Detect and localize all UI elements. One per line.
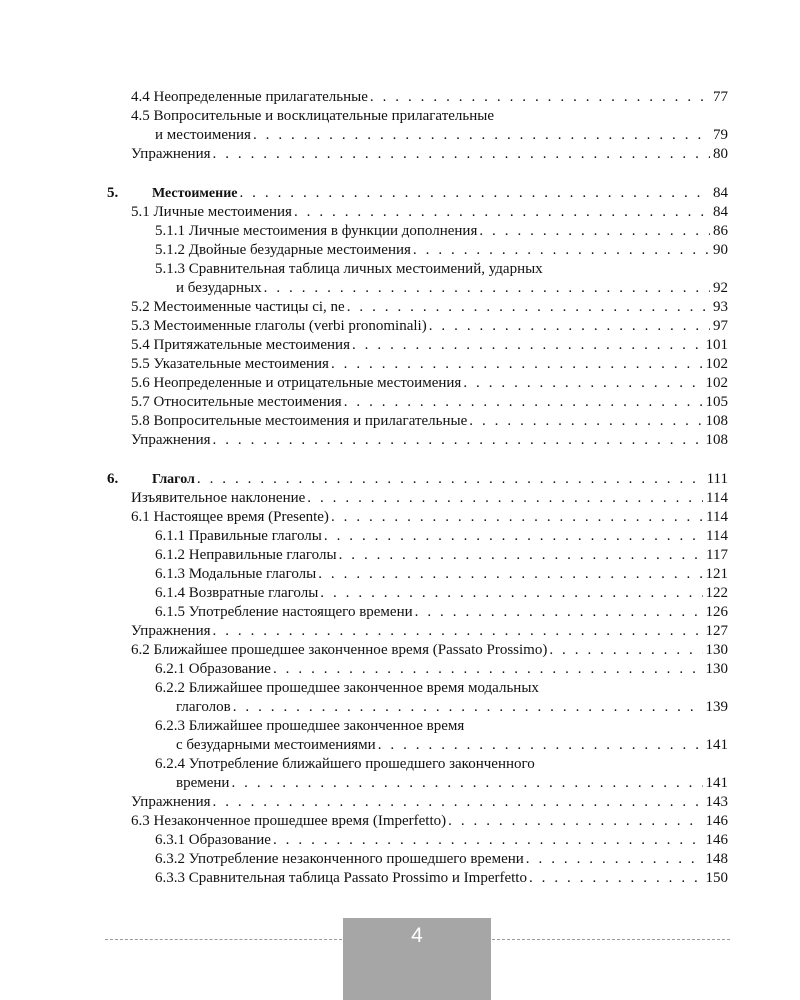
toc-entry-6-3-2 [155, 850, 728, 869]
toc-entry-page: 141 [705, 775, 728, 791]
dot-leader [239, 184, 710, 203]
dot-leader [233, 698, 703, 717]
toc-entry-title: 4.4 Неопределенные прилагательные [131, 89, 368, 105]
toc-entry-page: 117 [706, 547, 728, 563]
toc-entry-4-5-line1: 4.5 Вопросительные и восклицательные прилагательные [131, 108, 495, 124]
toc-entry-6-2-2-line1: 6.2.2 Ближайшее прошедшее законченное время модальных [155, 680, 539, 696]
toc-entry-page: 146 [705, 813, 728, 829]
toc-entry-exercises-5 [131, 431, 728, 450]
toc-entry-exercises-6-1 [131, 622, 728, 641]
toc-entry-page: 86 [713, 223, 728, 239]
toc-entry-title: глаголов [176, 699, 231, 715]
toc-entry-5-8 [131, 412, 728, 431]
toc-entry-page: 108 [705, 432, 728, 448]
toc-entry-6-3-1 [155, 831, 728, 850]
toc-entry-6-1-3 [155, 565, 728, 584]
toc-entry-6-1 [131, 508, 728, 527]
toc-entry-5-7 [131, 393, 728, 412]
toc-entry-title: Упражнения [131, 623, 211, 639]
toc-entry-page: 130 [705, 642, 728, 658]
toc-entry-title: 6.2 Ближайшее прошедшее законченное время (Passato Prossimo) [131, 642, 548, 658]
toc-entry-5-1-3 [176, 279, 728, 298]
dot-leader [352, 336, 703, 355]
dot-leader [479, 222, 710, 241]
toc-entry-title: 6.2.1 Образование [155, 661, 271, 677]
dot-leader [294, 203, 710, 222]
toc-entry-page: 111 [706, 471, 728, 487]
chapter-title: Глагол [152, 472, 195, 487]
dot-leader [331, 508, 703, 527]
toc-entry-title: 5.8 Вопросительные местоимения и прилагательные [131, 413, 468, 429]
dot-leader [307, 489, 703, 508]
toc-entry-5-1 [131, 203, 728, 222]
toc-entry-page: 139 [705, 699, 728, 715]
toc-entry-page: 146 [705, 832, 728, 848]
chapter-5-number: 5. [107, 185, 119, 201]
dot-leader [429, 317, 710, 336]
dot-leader [318, 565, 702, 584]
dot-leader [213, 145, 711, 164]
dot-leader [213, 431, 703, 450]
toc-entry-6-2-4 [176, 774, 728, 793]
dot-leader [463, 374, 702, 393]
dot-leader [273, 660, 703, 679]
toc-entry-page: 79 [713, 127, 728, 143]
chapter-6-number: 6. [107, 471, 119, 487]
toc-entry-page: 93 [713, 299, 728, 315]
toc-entry-page: 148 [705, 851, 728, 867]
toc-entry-indicative [131, 489, 728, 508]
dot-leader [526, 850, 703, 869]
toc-chapter-5 [152, 184, 728, 203]
dot-leader [273, 831, 703, 850]
toc-entry-page: 143 [705, 794, 728, 810]
toc-entry-title: 6.1.2 Неправильные глаголы [155, 547, 337, 563]
dot-leader [231, 774, 702, 793]
dot-leader [213, 622, 703, 641]
dot-leader [347, 298, 710, 317]
dot-leader [324, 527, 703, 546]
toc-entry-6-2-2 [176, 698, 728, 717]
footer-dashed-rule-left [105, 939, 342, 940]
toc-entry-page: 150 [705, 870, 728, 886]
toc-entry-title: 6.3.1 Образование [155, 832, 271, 848]
dot-leader [339, 546, 703, 565]
dot-leader [549, 641, 702, 660]
toc-entry-page: 102 [705, 375, 728, 391]
toc-entry-5-1-1 [155, 222, 728, 241]
toc-entry-title: 5.6 Неопределенные и отрицательные местоимения [131, 375, 462, 391]
toc-entry-page: 101 [705, 337, 728, 353]
toc-entry-title: 6.3.3 Сравнительная таблица Passato Prossimo и Imperfetto [155, 870, 527, 886]
toc-entry-title: 6.1 Настоящее время (Presente) [131, 509, 329, 525]
dot-leader [415, 603, 703, 622]
toc-entry-6-1-1 [155, 527, 728, 546]
toc-entry-title: Упражнения [131, 432, 211, 448]
toc-entry-6-1-5 [155, 603, 728, 622]
toc-entry-title: с безударными местоимениями [176, 737, 376, 753]
toc-entry-5-2 [131, 298, 728, 317]
dot-leader [529, 869, 703, 888]
toc-entry-6-1-4 [155, 584, 728, 603]
dot-leader [344, 393, 703, 412]
toc-entry-title: и безударных [176, 280, 262, 296]
toc-entry-page: 121 [705, 566, 728, 582]
toc-entry-title: 6.3.2 Употребление незаконченного прошедшего времени [155, 851, 524, 867]
dot-leader [378, 736, 703, 755]
dot-leader [197, 470, 704, 489]
toc-entry-exercises-4 [131, 145, 728, 164]
toc-entry-5-1-2 [155, 241, 728, 260]
footer-dashed-rule-right [492, 939, 730, 940]
dot-leader [448, 812, 702, 831]
toc-entry-page: 126 [705, 604, 728, 620]
toc-entry-title: 5.1.1 Личные местоимения в функции дополнения [155, 223, 478, 239]
toc-entry-title: 6.1.1 Правильные глаголы [155, 528, 322, 544]
dot-leader [413, 241, 710, 260]
toc-entry-5-5 [131, 355, 728, 374]
toc-chapter-6 [152, 470, 728, 489]
toc-entry-6-2-4-line1: 6.2.4 Употребление ближайшего прошедшего законченного [155, 756, 535, 772]
toc-entry-title: Упражнения [131, 146, 211, 162]
toc-entry-title: 6.1.4 Возвратные глаголы [155, 585, 319, 601]
toc-entry-6-2 [131, 641, 728, 660]
toc-entry-title: 6.1.3 Модальные глаголы [155, 566, 317, 582]
toc-entry-6-3-3 [155, 869, 728, 888]
toc-entry-6-2-3-line1: 6.2.3 Ближайшее прошедшее законченное время [155, 718, 465, 734]
toc-entry-6-2-1 [155, 660, 728, 679]
toc-entry-4-5 [155, 126, 728, 145]
toc-entry-exercises-6-2 [131, 793, 728, 812]
toc-entry-page: 80 [713, 146, 728, 162]
toc-entry-title: времени [176, 775, 230, 791]
toc-entry-4-4 [131, 88, 728, 107]
dot-leader [331, 355, 703, 374]
toc-entry-page: 114 [706, 509, 728, 525]
toc-entry-page: 108 [705, 413, 728, 429]
toc-entry-6-2-3 [176, 736, 728, 755]
toc-entry-page: 105 [705, 394, 728, 410]
toc-entry-page: 114 [706, 528, 728, 544]
toc-entry-5-3 [131, 317, 728, 336]
chapter-title: Местоимение [152, 186, 238, 201]
dot-leader [253, 126, 710, 145]
dot-leader [469, 412, 702, 431]
toc-entry-5-4 [131, 336, 728, 355]
toc-entry-page: 84 [713, 185, 728, 201]
dot-leader [213, 793, 703, 812]
toc-entry-title: 5.1 Личные местоимения [131, 204, 292, 220]
toc-entry-page: 102 [705, 356, 728, 372]
toc-entry-title: Изъявительное наклонение [131, 490, 306, 506]
toc-entry-page: 97 [713, 318, 728, 334]
toc-entry-page: 90 [713, 242, 728, 258]
toc-entry-page: 127 [705, 623, 728, 639]
toc-entry-title: 5.3 Местоименные глаголы (verbi pronominali) [131, 318, 427, 334]
toc-entry-5-1-3-line1: 5.1.3 Сравнительная таблица личных местоимений, ударных [155, 261, 543, 277]
toc-entry-title: и местоимения [155, 127, 251, 143]
toc-entry-title: 5.5 Указательные местоимения [131, 356, 329, 372]
toc-entry-title: 6.3 Незаконченное прошедшее время (Imperfetto) [131, 813, 447, 829]
toc-entry-page: 130 [705, 661, 728, 677]
toc-entry-6-1-2 [155, 546, 728, 565]
toc-entry-title: 5.4 Притяжательные местоимения [131, 337, 350, 353]
toc-entry-5-6 [131, 374, 728, 393]
toc-entry-page: 122 [705, 585, 728, 601]
toc-entry-page: 114 [706, 490, 728, 506]
toc-entry-title: 5.7 Относительные местоимения [131, 394, 342, 410]
toc-entry-page: 92 [713, 280, 728, 296]
toc-entry-title: Упражнения [131, 794, 211, 810]
dot-leader [320, 584, 702, 603]
toc-entry-page: 84 [713, 204, 728, 220]
toc-entry-title: 5.2 Местоименные частицы ci, ne [131, 299, 345, 315]
toc-entry-page: 141 [705, 737, 728, 753]
toc-entry-title: 5.1.2 Двойные безударные местоимения [155, 242, 411, 258]
toc-entry-6-3 [131, 812, 728, 831]
dot-leader [370, 88, 710, 107]
toc-entry-page: 77 [713, 89, 728, 105]
dot-leader [264, 279, 710, 298]
page-number: 4 [411, 924, 423, 947]
toc-entry-title: 6.1.5 Употребление настоящего времени [155, 604, 413, 620]
